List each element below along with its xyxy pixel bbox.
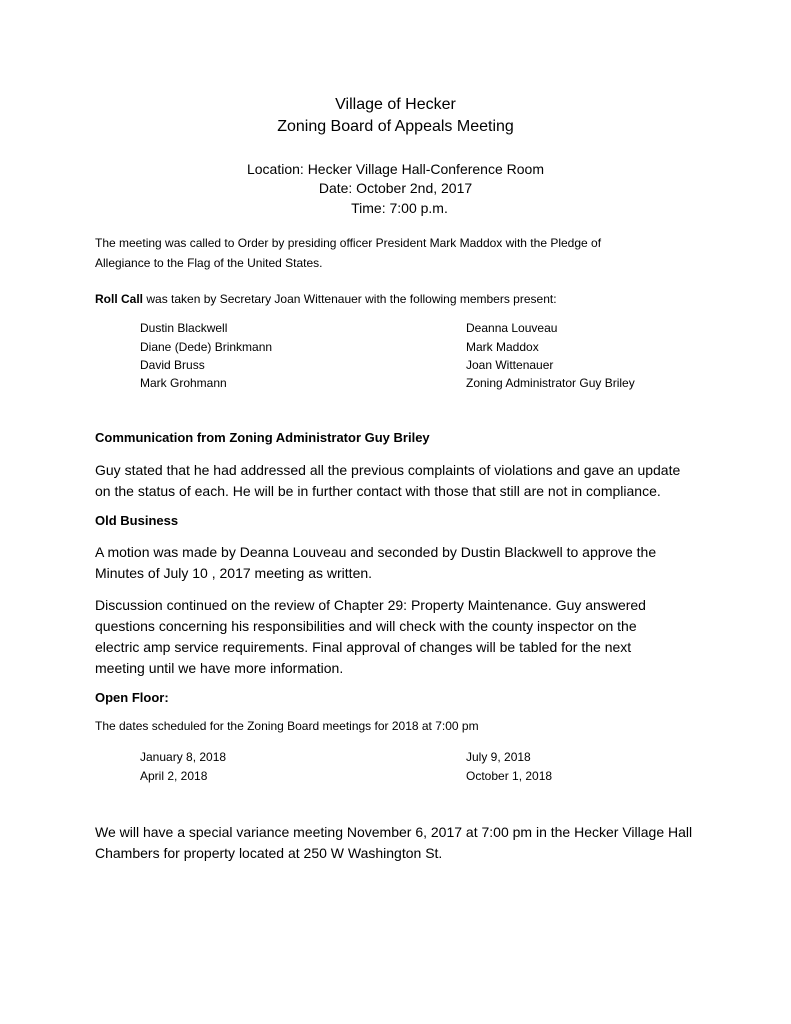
member-left-2: Diane (Dede) Brinkmann [140,340,273,354]
roll-call-text: was taken by Secretary Joan Wittenauer with the following members present: [143,292,557,306]
meeting-time: Time: 7:00 p.m. [351,200,448,216]
member-left-1: Dustin Blackwell [140,321,228,335]
communication-line-2: on the status of each. He will be in further contact with those that still are not in compliance. [95,483,661,499]
call-to-order-line-1: The meeting was called to Order by presiding officer President Mark Maddox with the Pledge of [95,236,602,250]
title-village: Village of Hecker [335,96,456,113]
motion-line-2: Minutes of July 10 , 2017 meeting as written. [95,565,373,581]
member-right-3: Joan Wittenauer [466,358,554,372]
open-floor-heading: Open Floor: [95,690,169,705]
special-meeting-line-2: Chambers for property located at 250 W Washington St. [95,845,443,861]
discussion-line-4: meeting until we have more information. [95,660,344,676]
member-right-2: Mark Maddox [466,340,539,354]
date-left-2: April 2, 2018 [140,769,208,783]
old-business-heading: Old Business [95,513,179,528]
dates-intro: The dates scheduled for the Zoning Board meetings for 2018 at 7:00 pm [95,719,479,733]
member-right-4: Zoning Administrator Guy Briley [466,376,635,390]
date-right-1: July 9, 2018 [466,750,531,764]
communication-heading: Communication from Zoning Administrator Guy Briley [95,430,430,445]
discussion-line-1: Discussion continued on the review of Chapter 29: Property Maintenance. Guy answered [95,597,646,613]
roll-call-label: Roll Call [95,292,144,306]
communication-line-1: Guy stated that he had addressed all the previous complaints of violations and gave an update [95,462,681,478]
meeting-date: Date: October 2nd, 2017 [318,180,473,196]
roll-call-sentence [95,292,557,306]
meeting-location: Location: Hecker Village Hall-Conference Room [246,161,544,177]
motion-line-1: A motion was made by Deanna Louveau and seconded by Dustin Blackwell to approve the [95,544,657,560]
discussion-line-2: questions concerning his responsibilities and will check with the county inspector on the [95,618,637,634]
member-left-3: David Bruss [140,358,205,372]
title-meeting: Zoning Board of Appeals Meeting [277,118,514,135]
date-right-2: October 1, 2018 [466,769,553,783]
special-meeting-line-1: We will have a special variance meeting November 6, 2017 at 7:00 pm in the Hecker Village Hall [95,824,693,840]
discussion-line-3: electric amp service requirements. Final approval of changes will be tabled for the next [95,639,632,655]
member-left-4: Mark Grohmann [140,376,227,390]
date-left-1: January 8, 2018 [140,750,227,764]
member-right-1: Deanna Louveau [466,321,558,335]
call-to-order-line-2: Allegiance to the Flag of the United States. [95,256,323,270]
